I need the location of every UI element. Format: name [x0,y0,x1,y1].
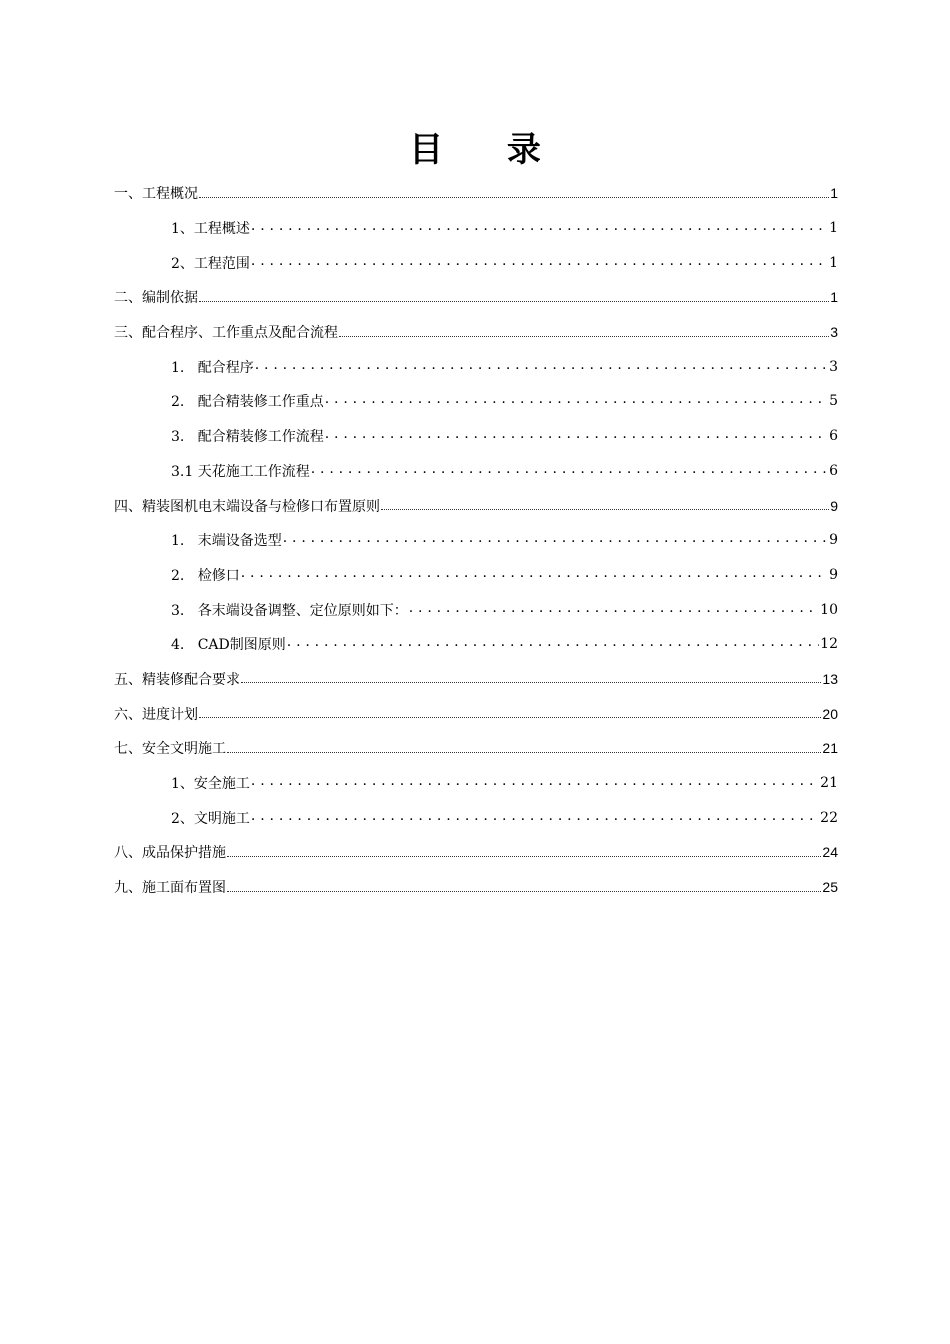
toc-entry[interactable] [114,731,838,766]
toc-subentry[interactable] [114,349,838,384]
dot-leader [325,431,828,445]
toc-entry-page: 9 [829,566,838,583]
toc-subentry[interactable] [114,558,838,593]
toc-entry-label: 七、安全文明施工 [114,741,226,758]
toc-entry-label: 四、精装图机电末端设备与检修口布置原则 [114,498,380,515]
dot-leader [241,570,828,584]
toc-subentry[interactable] [114,592,838,627]
toc-subentry[interactable] [114,627,838,662]
toc-entry[interactable] [114,280,838,315]
dot-leader [199,707,821,718]
toc-entry-page: 3 [829,358,838,375]
page-title: 目 录 [409,130,567,170]
toc-entry-label: 一、工程概况 [114,186,198,203]
toc-entry-label: 九、施工面布置图 [114,880,226,897]
toc-subentry[interactable] [114,245,838,280]
toc-subentry[interactable] [114,800,838,835]
toc-subentry[interactable] [114,766,838,801]
dot-leader [325,396,828,410]
dot-leader [241,672,821,683]
dot-leader [227,846,821,857]
dot-leader [251,813,819,827]
toc-entry-label: 2. 检修口 [171,567,240,584]
toc-subentry[interactable] [114,523,838,558]
toc-entry[interactable] [114,835,838,870]
toc-subentry[interactable] [114,454,838,489]
toc-entry[interactable] [114,870,838,905]
toc-entry-label: 二、编制依据 [114,290,198,307]
dot-leader [227,881,821,892]
toc-entry-label: 六、进度计划 [114,706,198,723]
toc-entry-page: 13 [822,670,838,687]
dot-leader [339,326,829,337]
toc-entry-page: 1 [830,185,838,202]
dot-leader [199,187,829,198]
toc-entry[interactable] [114,696,838,731]
toc-entry-page: 1 [829,220,838,237]
dot-leader [381,499,829,510]
dot-leader [199,291,829,302]
toc-entry-label: 4. CAD制图原则 [171,637,286,654]
table-of-contents [114,176,838,904]
toc-entry[interactable] [114,315,838,350]
toc-entry-label: 2、文明施工 [171,810,250,827]
toc-entry-label: 1、安全施工 [171,776,250,793]
toc-subentry[interactable] [114,419,838,454]
toc-entry-label: 3. 配合精装修工作流程 [171,429,324,446]
toc-entry-label: 1. 末端设备选型 [171,533,282,550]
toc-entry-page: 10 [820,601,838,618]
toc-entry-label: 3.1 天花施工工作流程 [171,463,310,480]
dot-leader [311,466,828,480]
toc-entry[interactable] [114,662,838,697]
dot-leader [409,605,819,619]
toc-entry-page: 1 [829,254,838,271]
dot-leader [251,778,819,792]
toc-subentry[interactable] [114,384,838,419]
toc-entry-label: 3. 各末端设备调整、定位原则如下： [171,602,408,619]
dot-leader [283,535,828,549]
toc-entry-label: 2. 配合精装修工作重点 [171,394,324,411]
toc-entry-page: 3 [830,324,838,341]
dot-leader [287,639,819,653]
dot-leader [251,258,828,272]
toc-entry-page: 21 [820,775,838,792]
toc-entry-label: 八、成品保护措施 [114,845,226,862]
toc-entry-page: 25 [822,879,838,896]
dot-leader [227,742,821,753]
toc-entry-label: 1. 配合程序 [171,359,254,376]
toc-entry[interactable] [114,488,838,523]
toc-entry-page: 9 [830,497,838,514]
toc-entry-label: 2、工程范围 [171,255,250,272]
toc-entry-page: 21 [822,740,838,757]
toc-entry-page: 20 [822,705,838,722]
toc-entry-page: 5 [829,393,838,410]
dot-leader [251,223,828,237]
toc-entry-page: 9 [829,532,838,549]
toc-entry-page: 22 [820,809,838,826]
dot-leader [255,362,828,376]
toc-subentry[interactable] [114,211,838,246]
toc-entry-page: 1 [830,289,838,306]
toc-entry-label: 三、配合程序、工作重点及配合流程 [114,325,338,342]
toc-entry-page: 6 [829,462,838,479]
toc-entry[interactable] [114,176,838,211]
toc-entry-page: 6 [829,428,838,445]
toc-entry-page: 12 [820,636,838,653]
toc-entry-page: 24 [822,844,838,861]
toc-entry-label: 1、工程概述 [171,221,250,238]
toc-entry-label: 五、精装修配合要求 [114,671,240,688]
